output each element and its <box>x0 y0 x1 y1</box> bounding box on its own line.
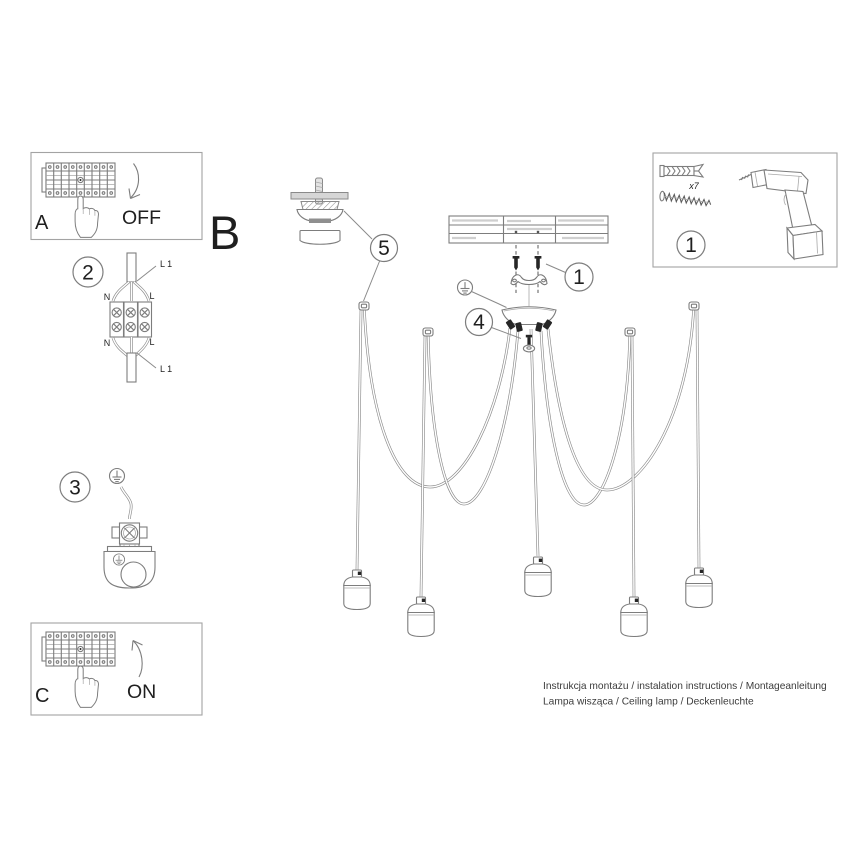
bulb-socket-1 <box>344 570 370 610</box>
cable-hook-1 <box>359 302 369 310</box>
wire-bottom <box>127 353 136 382</box>
ceiling-hatch <box>301 202 339 210</box>
wire-splits-top <box>113 282 149 301</box>
terminal-block <box>110 302 152 337</box>
leader-5b <box>364 260 381 301</box>
tools-figure <box>653 153 837 267</box>
bracket-screws <box>513 245 542 293</box>
ceiling-fixing-figure <box>291 178 398 301</box>
ceiling-screw <box>316 178 323 204</box>
cable-hook-3 <box>625 328 635 336</box>
panel-on-figure <box>31 623 202 715</box>
leader-ground <box>472 292 507 308</box>
panel-off-label: A <box>35 212 49 234</box>
callout-1-bracket: 1 <box>573 266 585 289</box>
panel-off-state: OFF <box>122 207 161 229</box>
bulb-socket-4 <box>621 597 647 637</box>
wire-top <box>127 253 136 282</box>
panel-on-label: C <box>35 685 50 707</box>
section-b-label: B <box>209 206 241 259</box>
label-n-top: N <box>103 292 111 302</box>
leader-5a <box>344 211 372 239</box>
canopy-cylinder <box>300 231 340 245</box>
ceiling-plate <box>291 193 348 200</box>
breaker-panel-icon <box>42 163 115 197</box>
bulb-socket-5 <box>686 568 712 608</box>
ground-figure <box>60 469 155 589</box>
canopy-ground <box>458 280 507 308</box>
canopy-screw <box>523 335 534 352</box>
earth-ground-icon <box>110 469 125 484</box>
bulb-socket-2 <box>408 597 434 637</box>
panel-off-figure <box>31 153 202 240</box>
mount-ring <box>309 219 331 224</box>
holder-ground-icon <box>113 554 124 565</box>
ground-clamp <box>112 523 147 549</box>
cable-hook-2 <box>423 328 433 336</box>
callout-1-tools: 1 <box>685 234 697 257</box>
wall-plug-icon <box>660 165 703 178</box>
leader-l1-top <box>137 266 156 281</box>
wiring-figure <box>73 253 172 382</box>
bulb-socket-3 <box>525 557 551 597</box>
footer-line-1: Instrukcja montażu / instalation instructions / Montageanleitung <box>543 681 827 692</box>
label-n-bottom: N <box>103 338 111 348</box>
panel-on-state: ON <box>127 681 157 703</box>
footer-text <box>543 681 827 708</box>
leader-l1-bottom <box>137 353 156 368</box>
dowel-count-label: x7 <box>689 181 699 191</box>
footer-line-2: Lampa wisząca / Ceiling lamp / Deckenleuchte <box>543 696 754 708</box>
leader-1 <box>546 264 566 273</box>
breaker-panel-icon <box>42 632 115 666</box>
lamp-holder-figure <box>104 547 155 589</box>
label-l-top: L <box>149 291 155 301</box>
callout-3: 3 <box>69 476 81 500</box>
ground-wire <box>121 487 131 519</box>
earth-ground-icon <box>458 280 473 295</box>
callout-2: 2 <box>82 261 94 285</box>
label-l1-top: L 1 <box>160 259 173 269</box>
callout-4: 4 <box>473 311 485 334</box>
callout-5: 5 <box>378 237 390 260</box>
cable-hook-4 <box>689 302 699 310</box>
label-l-bottom: L <box>149 337 155 347</box>
label-l1-bottom: L 1 <box>160 364 173 374</box>
